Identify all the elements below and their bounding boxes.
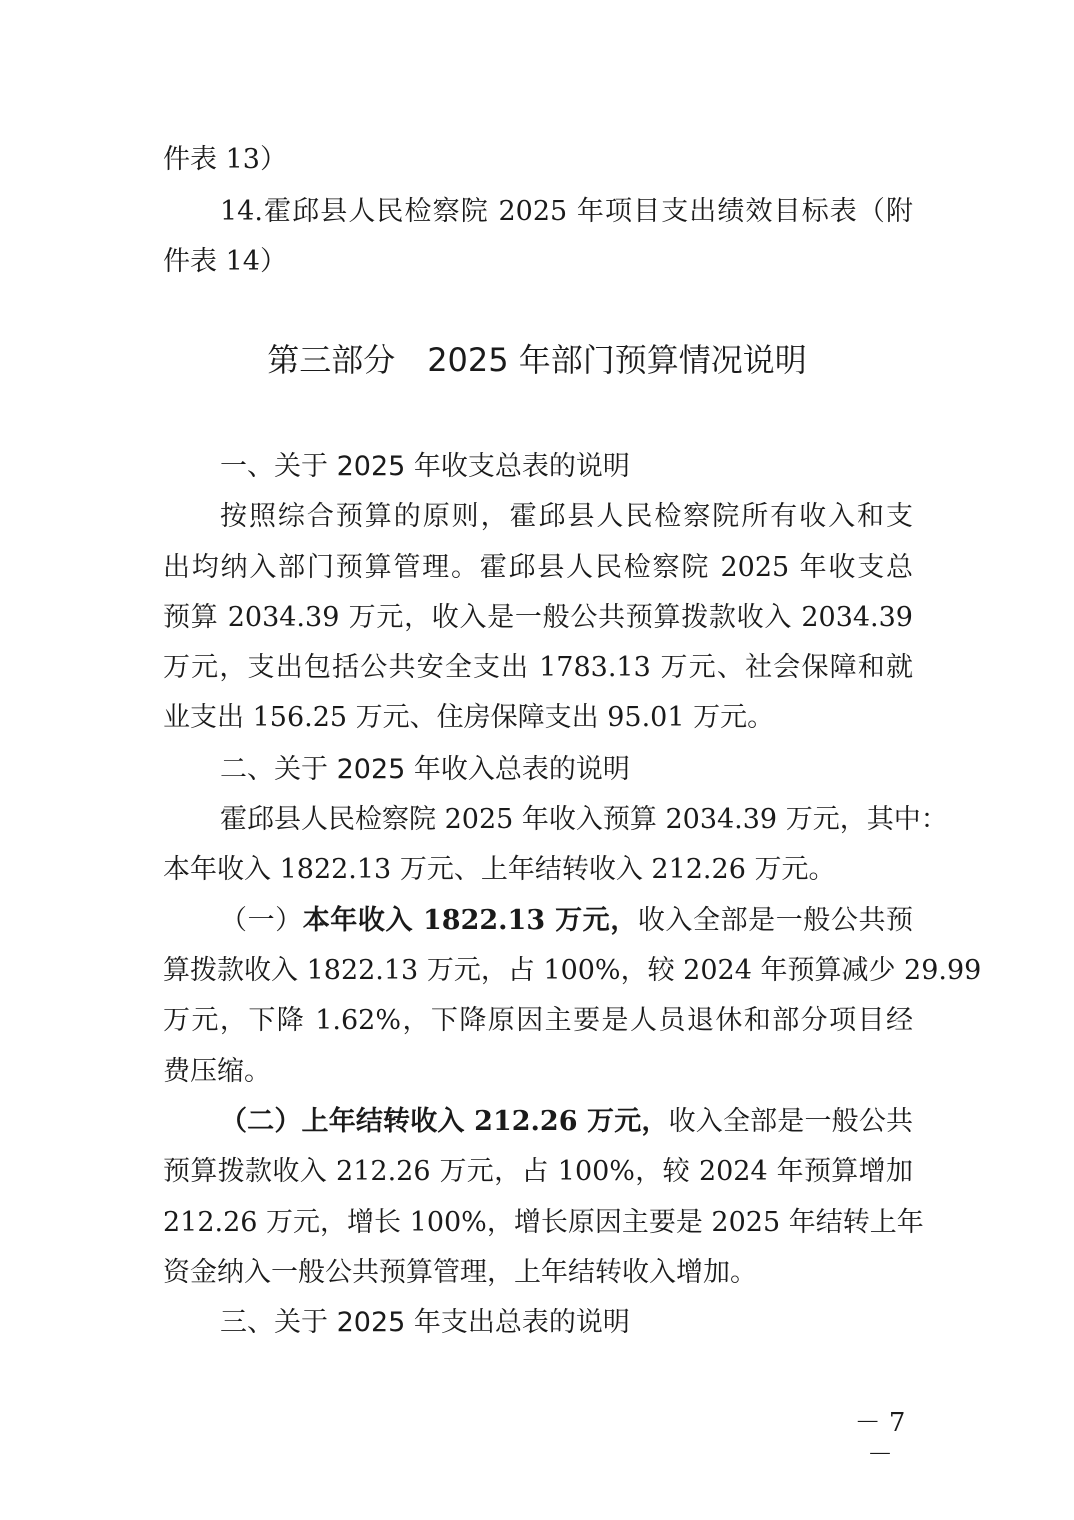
text-span: 收入全部是一般公共	[668, 1106, 913, 1137]
text-line: 费压缩。	[163, 1056, 271, 1087]
text-line: 预算拨款收入 212.26 万元，占 100%，较 2024 年预算增加	[163, 1156, 913, 1187]
text-line: 预算 2034.39 万元，收入是一般公共预算拨款收入 2034.39	[163, 602, 913, 633]
subsection-lead: （二）上年结转收入 212.26 万元，	[220, 1106, 669, 1137]
subsection-lead: 本年收入 1822.13 万元，	[302, 905, 638, 936]
page-number: － 7 －	[854, 1408, 906, 1470]
heading-1: 一、关于 2025 年收支总表的说明	[220, 451, 630, 482]
text-line: 万元，下降 1.62%，下降原因主要是人员退休和部分项目经	[163, 1005, 913, 1036]
text-line	[220, 903, 913, 939]
text-line: 件表 14）	[163, 246, 287, 277]
text-span: 收入全部是一般公共预	[637, 905, 914, 936]
text-line: 算拨款收入 1822.13 万元，占 100%，较 2024 年预算减少 29.99	[163, 955, 982, 986]
heading-3: 三、关于 2025 年支出总表的说明	[220, 1307, 630, 1338]
text-line: 业支出 156.25 万元、住房保障支出 95.01 万元。	[163, 702, 775, 733]
text-line: 出均纳入部门预算管理。霍邱县人民检察院 2025 年收支总	[163, 552, 913, 583]
section-title: 第三部分 2025 年部门预算情况说明	[267, 341, 807, 379]
text-line: 万元，支出包括公共安全支出 1783.13 万元、社会保障和就	[163, 652, 913, 683]
subsection-number: （一）	[220, 905, 303, 936]
text-line: 霍邱县人民检察院 2025 年收入预算 2034.39 万元，其中：	[220, 804, 948, 835]
heading-2: 二、关于 2025 年收入总表的说明	[220, 754, 630, 785]
text-line: 本年收入 1822.13 万元、上年结转收入 212.26 万元。	[163, 854, 836, 885]
text-line: 14.霍邱县人民检察院 2025 年项目支出绩效目标表（附	[220, 196, 913, 227]
text-line: 件表 13）	[163, 144, 287, 175]
text-line: 212.26 万元，增长 100%，增长原因主要是 2025 年结转上年	[163, 1207, 924, 1238]
text-line: 资金纳入一般公共预算管理，上年结转收入增加。	[163, 1257, 757, 1288]
text-line	[220, 1104, 913, 1140]
text-line: 按照综合预算的原则，霍邱县人民检察院所有收入和支	[220, 501, 913, 532]
